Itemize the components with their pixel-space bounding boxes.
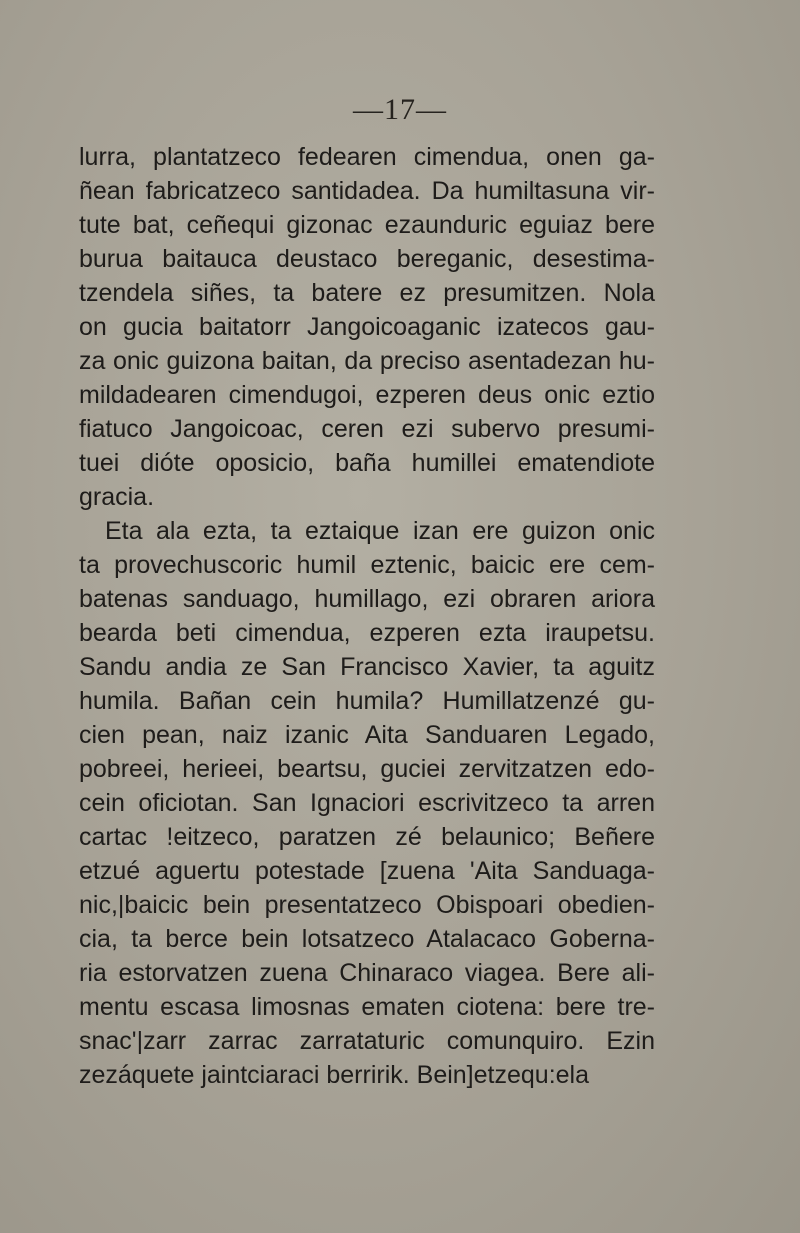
text-line: etzué aguertu potestade [zuena 'Aita Sanduaga-: [79, 857, 655, 885]
text-line: za onic guizona baitan, da preciso asentadezan hu-: [79, 347, 655, 375]
text-line: snac'|zarr zarrac zarrataturic comunquiro. Ezin: [79, 1027, 655, 1055]
text-line: fiatuco Jangoicoac, ceren ezi subervo presumi-: [79, 415, 655, 443]
text-line: cein oficiotan. San Ignaciori escrivitzeco ta arren: [79, 789, 655, 817]
text-line: bearda beti cimendua, ezperen ezta iraupetsu.: [79, 619, 655, 647]
text-line: gracia.: [79, 483, 155, 511]
text-line: zezáquete jaintciaraci berririk. Bein]etzequ:ela: [79, 1061, 589, 1089]
text-line: mildadearen cimendugoi, ezperen deus onic eztio: [79, 381, 655, 409]
text-line: ñean fabricatzeco santidadea. Da humiltasuna vir-: [79, 177, 655, 205]
text-line: batenas sanduago, humillago, ezi obraren ariora: [79, 585, 655, 613]
text-line: Sandu andia ze San Francisco Xavier, ta aguitz: [79, 653, 655, 681]
page-text: [79, 140, 655, 1092]
text-line: on gucia baitatorr Jangoicoaganic izatecos gau-: [79, 313, 655, 341]
text-line: tute bat, ceñequi gizonac ezaunduric eguiaz bere: [79, 211, 655, 239]
text-line: nic,|baicic bein presentatzeco Obispoari obedien-: [79, 891, 655, 919]
text-line: burua baitauca deustaco bereganic, desestima-: [79, 245, 655, 273]
page-number: —17—: [353, 93, 447, 126]
text-line: humila. Bañan cein humila? Humillatzenzé gu-: [79, 687, 655, 715]
text-line: cartac !eitzeco, paratzen zé belaunico; Beñere: [79, 823, 655, 851]
text-line: pobreei, herieei, beartsu, guciei zervitzatzen edo-: [79, 755, 655, 783]
text-line: ta provechuscoric humil eztenic, baicic ere cem-: [79, 551, 655, 579]
text-line: tuei dióte oposicio, baña humillei ematendiote: [79, 449, 655, 477]
paragraph: [79, 514, 655, 1092]
text-line: tzendela siñes, ta batere ez presumitzen. Nola: [79, 279, 655, 307]
text-line: cia, ta berce bein lotsatzeco Atalacaco Goberna-: [79, 925, 655, 953]
text-line: cien pean, naiz izanic Aita Sanduaren Legado,: [79, 721, 655, 749]
text-line: mentu escasa limosnas ematen ciotena: bere tre-: [79, 993, 655, 1021]
text-line: Eta ala ezta, ta eztaique izan ere guizon onic: [105, 517, 655, 545]
text-line: ria estorvatzen zuena Chinaraco viagea. Bere ali-: [79, 959, 655, 987]
paragraph: [79, 140, 655, 514]
text-line: lurra, plantatzeco fedearen cimendua, onen ga-: [79, 143, 655, 171]
